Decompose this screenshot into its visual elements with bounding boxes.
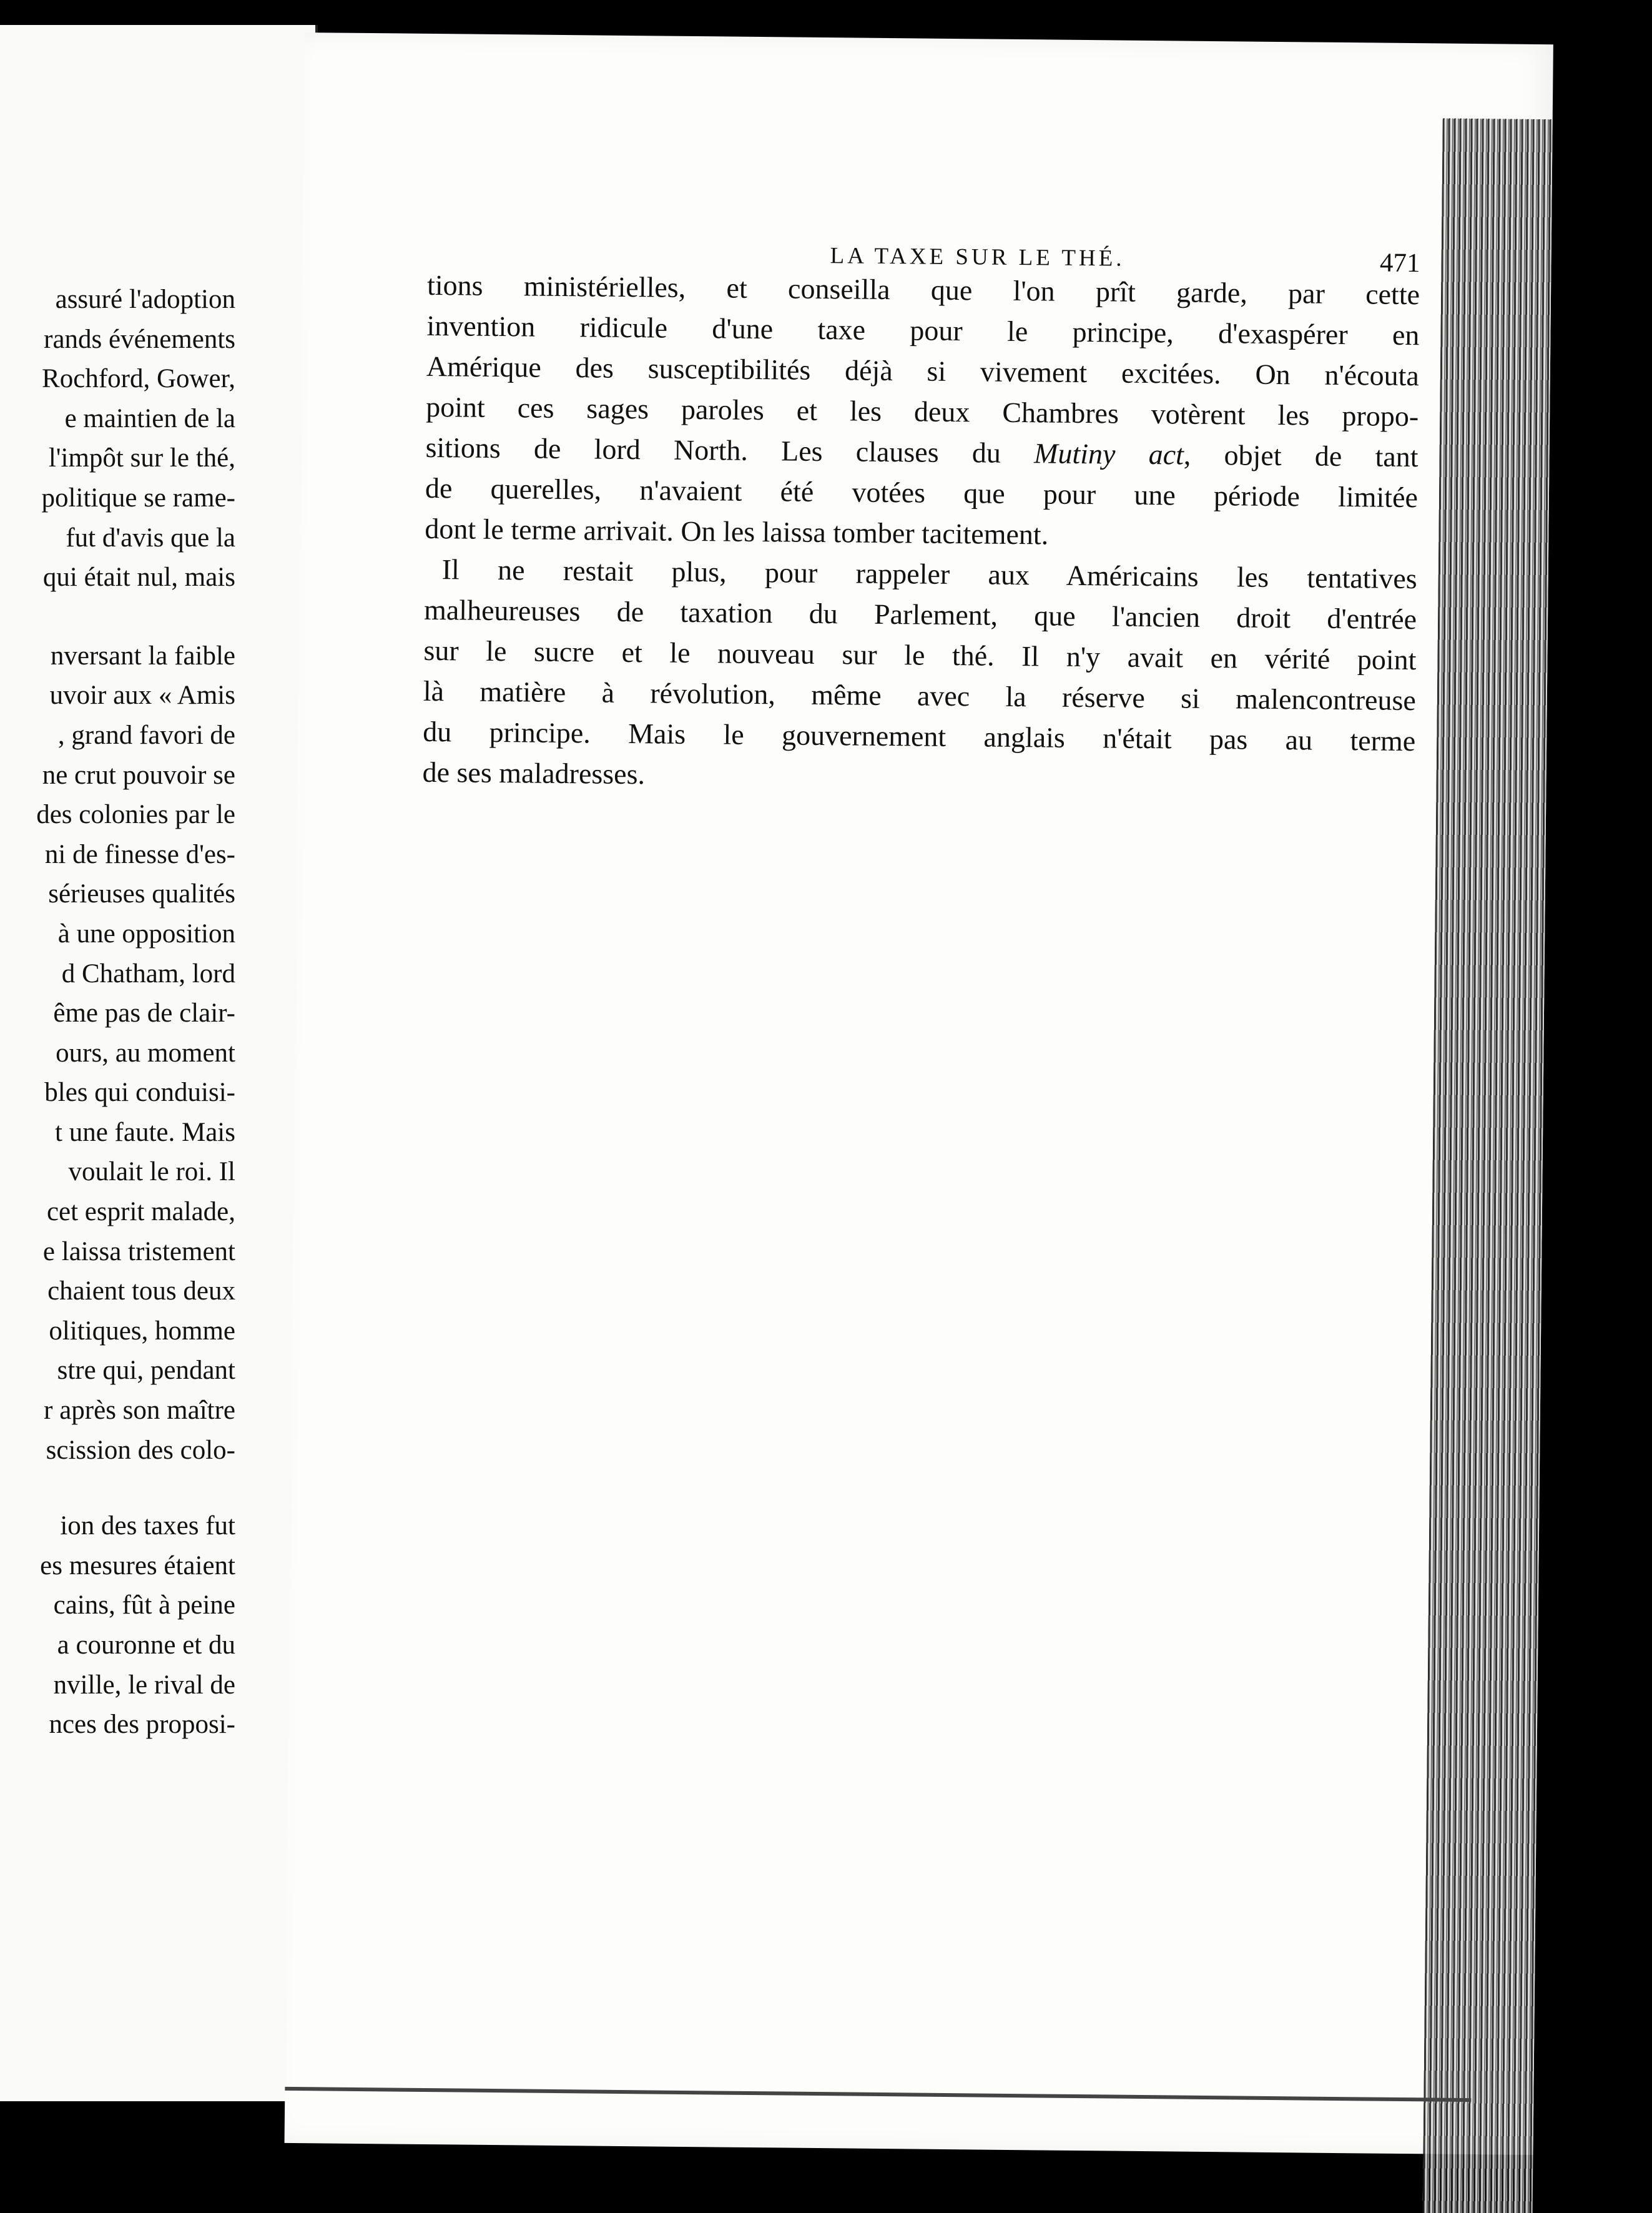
left-text-line: e laissa tristement xyxy=(42,1236,235,1266)
left-text-line: r après son maître xyxy=(44,1396,235,1426)
left-text-line: politique se rame- xyxy=(41,483,235,513)
left-text-line: nville, le rival de xyxy=(53,1670,235,1700)
italic-title: Mutiny act xyxy=(1033,437,1184,471)
text-line: de querelles, n'avaient été votées que pour une période limitée xyxy=(425,471,1418,514)
left-text-line: stre qui, pendant xyxy=(57,1356,235,1386)
left-text-line: fut d'avis que la xyxy=(66,523,235,553)
page-bottom-edge xyxy=(285,2087,1471,2102)
text-line: tions ministérielles, et conseilla que l'on prît garde, par cette xyxy=(426,269,1420,311)
left-text-line: nversant la faible xyxy=(50,641,235,671)
left-text-line: Rochford, Gower, xyxy=(42,364,235,394)
left-text-line: l'impôt sur le thé, xyxy=(48,443,235,473)
left-text-line: ne crut pouvoir se xyxy=(42,760,235,790)
body-text xyxy=(422,265,1420,802)
left-text-line: ours, au moment xyxy=(56,1038,235,1068)
text-line: de ses maladresses. xyxy=(422,756,646,791)
text-line: Amérique des susceptibilités déjà si vivement excitées. On n'écouta xyxy=(426,350,1420,392)
left-facing-page xyxy=(0,25,318,2101)
left-page-text xyxy=(0,280,235,1745)
left-text-line: rands événements xyxy=(44,324,235,354)
paragraph-gap xyxy=(0,1470,235,1506)
left-text-line: cet esprit malade, xyxy=(46,1197,235,1227)
left-text-line: a couronne et du xyxy=(57,1630,235,1660)
text-line: point ces sages paroles et les deux Chambres votèrent les propo- xyxy=(426,390,1419,433)
left-text-line: d Chatham, lord xyxy=(61,959,235,988)
left-text-line: t une faute. Mais xyxy=(55,1117,235,1147)
left-text-line: es mesures étaient xyxy=(40,1550,235,1580)
left-text-line: uvoir aux « Amis xyxy=(49,681,235,711)
text-segment: sitions de lord North. Les clauses du xyxy=(425,431,1035,470)
left-text-line: chaient tous deux xyxy=(47,1276,235,1306)
text-segment: , objet de tant xyxy=(1183,438,1418,473)
running-head: LA TAXE SUR LE THÉ. xyxy=(830,243,1125,272)
left-text-line: ni de finesse d'es- xyxy=(44,839,235,869)
left-text-line: e maintien de la xyxy=(64,403,235,433)
text-line: sur le sucre et le nouveau sur le thé. Il n'y avait en vérité point xyxy=(423,634,1417,676)
left-text-line: des colonies par le xyxy=(36,800,235,830)
right-page xyxy=(285,32,1553,2155)
text-line: malheureuses de taxation du Parlement, que l'ancien droit d'entrée xyxy=(423,593,1417,636)
left-text-line: , grand favori de xyxy=(57,720,235,750)
left-text-line: olitiques, homme xyxy=(49,1316,235,1346)
paragraph-gap xyxy=(0,598,235,636)
page-edge-stack xyxy=(1423,119,1553,2213)
left-text-line: qui était nul, mais xyxy=(42,563,235,593)
text-line: Il ne restait plus, pour rappeler aux Américains les tentatives xyxy=(441,553,1417,595)
text-line: invention ridicule d'une taxe pour le principe, d'exaspérer en xyxy=(426,309,1420,352)
left-text-line: à une opposition xyxy=(57,919,235,949)
left-text-line: bles qui conduisi- xyxy=(44,1078,235,1108)
left-text-line: scission des colo- xyxy=(46,1435,235,1465)
text-line: dont le terme arrivait. On les laissa tomber tacitement. xyxy=(425,512,1049,551)
text-line: du principe. Mais le gouvernement anglais n'était pas au terme xyxy=(423,715,1416,757)
left-text-line: ême pas de clair- xyxy=(53,998,235,1028)
left-text-line: assuré l'adoption xyxy=(55,285,235,314)
left-text-line: cains, fût à peine xyxy=(53,1590,235,1620)
left-text-line: sérieuses qualités xyxy=(48,879,235,909)
left-text-line: voulait le roi. Il xyxy=(68,1157,235,1187)
page-number: 471 xyxy=(1379,248,1420,278)
left-text-line: nces des proposi- xyxy=(49,1710,235,1740)
text-line: là matière à révolution, même avec la réserve si malencontreuse xyxy=(423,674,1417,717)
left-text-line: ion des taxes fut xyxy=(60,1511,235,1541)
